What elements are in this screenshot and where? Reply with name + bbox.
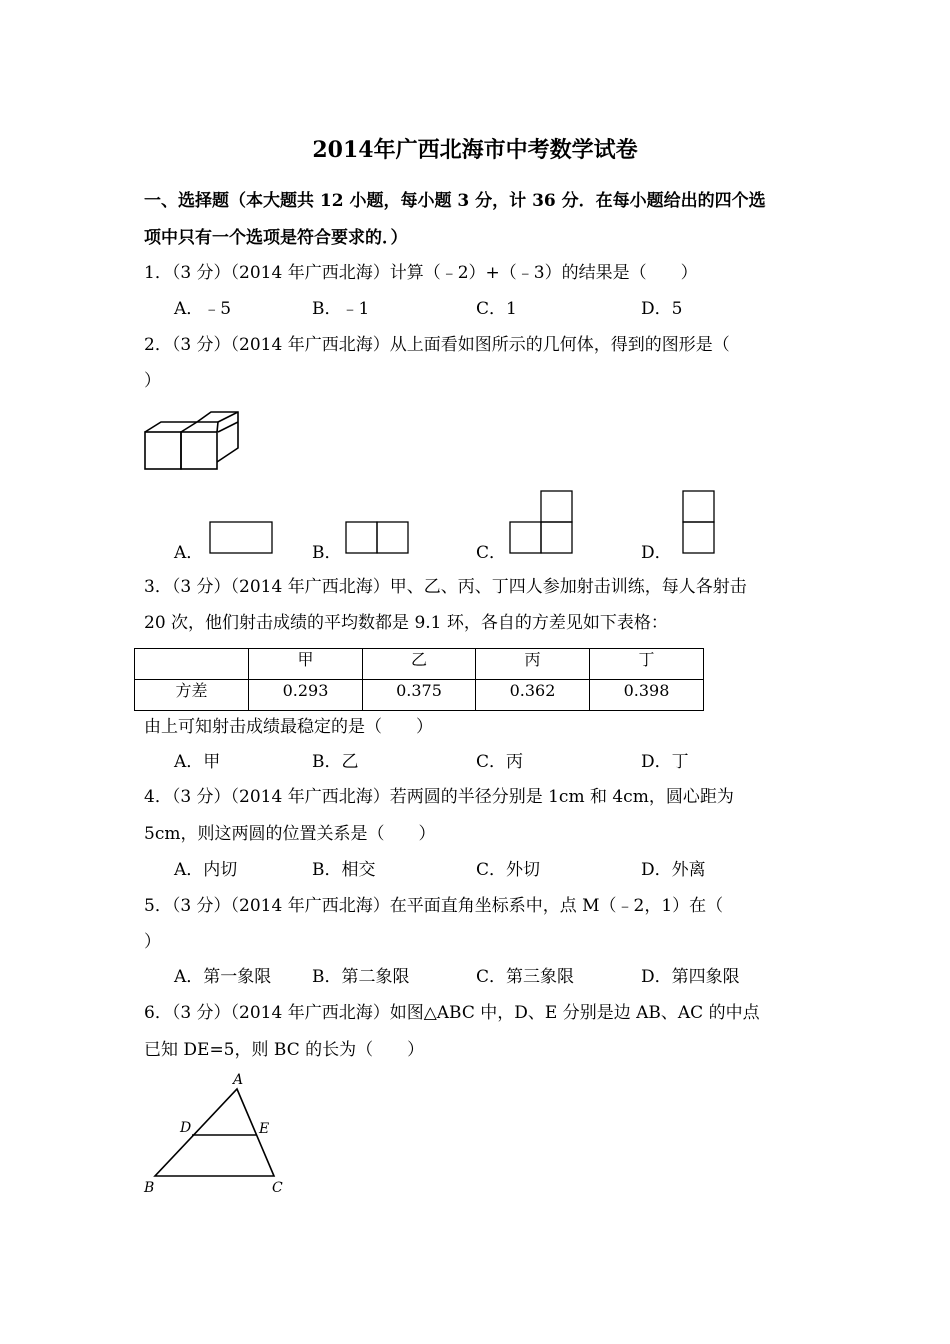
q3-option-d: D．丁 — [641, 752, 689, 772]
q2-option-b: B． — [312, 543, 342, 563]
page-title: 2014年广西北海市中考数学试卷 — [312, 137, 638, 163]
label-e: E — [259, 1121, 270, 1137]
question-2-line1: 2．（3 分）（2014 年广西北海）从上面看如图所示的几何体，得到的图形是（ — [144, 335, 730, 355]
table-cell-ding: 0.398 — [590, 680, 704, 711]
q4-option-d: D．外离 — [641, 860, 706, 880]
question-3-line3: 由上可知射击成绩最稳定的是（ ） — [144, 717, 433, 737]
table-header-empty — [135, 649, 249, 680]
q6-triangle-figure — [140, 1070, 300, 1200]
q1-option-d: D．5 — [641, 299, 683, 319]
q1-option-b: B．﹣1 — [312, 299, 370, 319]
question-3-line1: 3．（3 分）（2014 年广西北海）甲、乙、丙、丁四人参加射击训练，每人各射击 — [144, 577, 747, 597]
table-row — [135, 680, 704, 711]
q4-option-a: A．内切 — [174, 860, 238, 880]
q5-option-c: C．第三象限 — [476, 967, 575, 987]
table-header-ding: 丁 — [590, 649, 704, 680]
q2-option-d: D． — [641, 543, 672, 563]
section-heading-line1: 一、选择题（本大题共 12 小题，每小题 3 分，计 36 分．在每小题给出的四个选 — [144, 191, 766, 211]
table-header-jia: 甲 — [249, 649, 363, 680]
q5-option-a: A．第一象限 — [174, 967, 272, 987]
table-header-bing: 丙 — [476, 649, 590, 680]
question-6-line1: 6．（3 分）（2014 年广西北海）如图△ABC 中，D、E 分别是边 AB、AC 的中点 — [144, 1003, 760, 1023]
label-d: D — [180, 1120, 192, 1136]
question-5-line1: 5．（3 分）（2014 年广西北海）在平面直角坐标系中，点 M（﹣2，1）在（ — [144, 896, 724, 916]
q2-option-b-figure — [345, 521, 409, 554]
question-3-line2: 20 次，他们射击成绩的平均数都是 9.1 环，各自的方差见如下表格： — [144, 613, 668, 633]
question-4-line2: 5cm，则这两圆的位置关系是（ ） — [144, 824, 436, 844]
q2-option-a-figure — [209, 521, 273, 554]
label-c: C — [272, 1180, 283, 1196]
q2-option-a: A． — [174, 543, 204, 563]
q1-option-c: C．1 — [476, 299, 517, 319]
label-b: B — [144, 1180, 155, 1196]
q5-option-b: B．第二象限 — [312, 967, 410, 987]
question-5-line2: ） — [144, 932, 161, 952]
q3-option-c: C．丙 — [476, 752, 524, 772]
question-4-line1: 4．（3 分）（2014 年广西北海）若两圆的半径分别是 1cm 和 4cm，圆心距为 — [144, 787, 734, 807]
q4-option-c: C．外切 — [476, 860, 541, 880]
question-1-text: 1．（3 分）（2014 年广西北海）计算（﹣2）+（﹣3）的结果是（ ） — [144, 263, 698, 283]
table-cell-bing: 0.362 — [476, 680, 590, 711]
q2-option-d-figure — [682, 490, 716, 554]
q2-solid-figure — [144, 410, 244, 472]
table-cell-jia: 0.293 — [249, 680, 363, 711]
table-row-label: 方差 — [135, 680, 249, 711]
q2-option-c-figure — [509, 490, 574, 554]
question-2-line2: ） — [144, 371, 161, 391]
q5-option-d: D．第四象限 — [641, 967, 740, 987]
section-heading-line2: 项中只有一个选项是符合要求的．） — [144, 228, 408, 248]
q1-option-a: A．﹣5 — [174, 299, 232, 319]
question-6-line2: 已知 DE=5，则 BC 的长为（ ） — [144, 1040, 425, 1060]
label-a: A — [233, 1072, 244, 1088]
table-header-yi: 乙 — [363, 649, 476, 680]
variance-table — [134, 648, 704, 711]
table-cell-yi: 0.375 — [363, 680, 476, 711]
q4-option-b: B．相交 — [312, 860, 376, 880]
table-header-row — [135, 649, 704, 680]
q2-option-c: C． — [476, 543, 507, 563]
q3-option-b: B．乙 — [312, 752, 359, 772]
q3-option-a: A．甲 — [174, 752, 221, 772]
